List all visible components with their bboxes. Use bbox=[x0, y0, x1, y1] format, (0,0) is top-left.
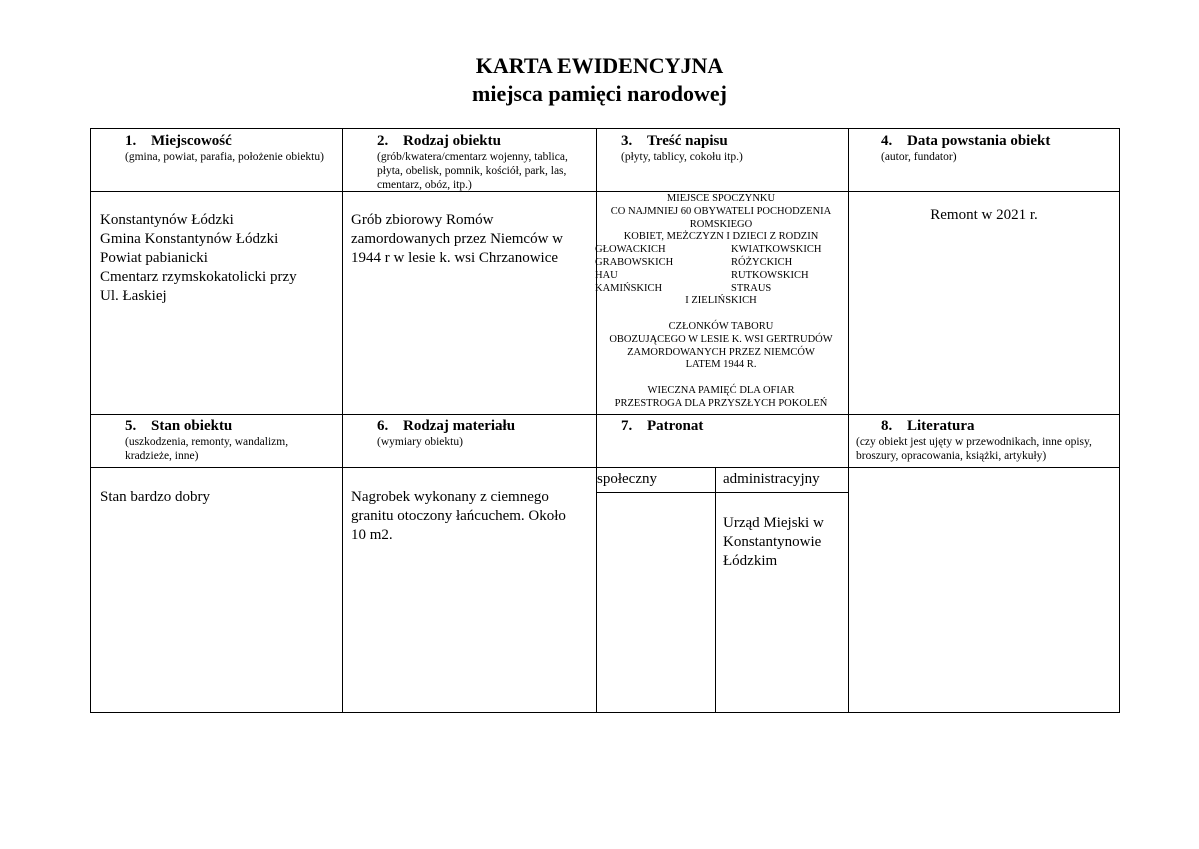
location-line: Powiat pabianicki bbox=[100, 250, 208, 266]
column-divider bbox=[342, 129, 343, 712]
row-divider bbox=[91, 414, 1119, 415]
section-5-header bbox=[125, 417, 335, 463]
row-divider bbox=[91, 467, 1119, 468]
section-3-hint: (płyty, tablicy, cokołu itp.) bbox=[621, 151, 743, 163]
inscription-line: KOBIET, MEŻCZYZN I DZIECI Z RODZIN bbox=[623, 231, 819, 243]
section-6-title: 6. Rodzaj materiału bbox=[377, 418, 516, 434]
family-row: GRABOWSKICH RÓŻYCKICH bbox=[595, 256, 793, 268]
inscription-line: CZŁONKÓW TABORU bbox=[668, 320, 774, 332]
inscription-line: WIECZNA PAMIĘĆ DLA OFIAR bbox=[647, 384, 795, 396]
family-row: HAU RUTKOWSKICH bbox=[595, 269, 809, 281]
location-line: Ul. Łaskiej bbox=[100, 288, 167, 304]
section-7-title: 7. Patronat bbox=[621, 418, 704, 434]
row-divider bbox=[91, 191, 1119, 192]
inscription-line: OBOZUJĄCEGO W LESIE K. WSI GERTRUDÓW bbox=[609, 333, 833, 345]
record-card-table bbox=[90, 128, 1120, 713]
family-row: KAMIŃSKICH STRAUS bbox=[595, 282, 772, 294]
page-subtitle: miejsca pamięci narodowej bbox=[472, 81, 727, 106]
page-title: KARTA EWIDENCYJNA bbox=[475, 53, 724, 78]
patronat-social-label: społeczny bbox=[597, 471, 657, 487]
section-2-content: Grób zbiorowy Romów zamordowanych przez Niemców w 1944 r w lesie k. wsi Chrzanowice bbox=[351, 212, 563, 266]
patronat-divider bbox=[715, 467, 716, 712]
section-2-header bbox=[377, 132, 591, 192]
section-4-header bbox=[881, 132, 1116, 164]
section-2-title: 2. Rodzaj obiektu bbox=[377, 133, 501, 149]
section-6-content: Nagrobek wykonany z ciemnego granitu otoczony łańcuchem. Około 10 m2. bbox=[351, 489, 566, 543]
section-6-hint: (wymiary obiektu) bbox=[377, 436, 463, 448]
section-5-hint: (uszkodzenia, remonty, wandalizm, kradzieże, inne) bbox=[125, 436, 289, 462]
family-row: GŁOWACKICH KWIATKOWSKICH bbox=[595, 244, 822, 256]
section-2-hint: (grób/kwatera/cmentarz wojenny, tablica, płyta, obelisk, pomnik, kościół, park, las, cmentarz, obóz, itp.) bbox=[377, 151, 568, 191]
patronat-admin-value: Urząd Miejski w Konstantynowie Łódzkim bbox=[723, 515, 824, 569]
section-5-title: 5. Stan obiektu bbox=[125, 418, 233, 434]
inscription-text bbox=[595, 193, 847, 411]
section-1-header bbox=[125, 132, 335, 164]
inscription-line: LATEM 1944 R. bbox=[685, 359, 757, 371]
section-3-title: 3. Treść napisu bbox=[621, 133, 728, 149]
section-1-content bbox=[100, 211, 338, 306]
location-line: Konstantynów Łódzki bbox=[100, 212, 234, 228]
inscription-line: I ZIELIŃSKICH bbox=[685, 295, 757, 307]
location-line: Gmina Konstantynów Łódzki bbox=[100, 231, 279, 247]
section-8-hint: (czy obiekt jest ujęty w przewodnikach, inne opisy, broszury, opracowania, książki, artykuły) bbox=[856, 436, 1092, 462]
section-4-hint: (autor, fundator) bbox=[881, 151, 957, 163]
inscription-line: ZAMORDOWANYCH PRZEZ NIEMCÓW bbox=[627, 346, 815, 358]
section-5-content: Stan bardzo dobry bbox=[100, 489, 210, 505]
section-8-title: 8. Literatura bbox=[881, 418, 975, 434]
patronat-admin-label: administracyjny bbox=[723, 471, 820, 487]
inscription-line: PRZESTROGA DLA PRZYSZŁYCH POKOLEŃ bbox=[614, 397, 828, 409]
inscription-line: MIEJSCE SPOCZYNKU bbox=[666, 193, 776, 204]
section-4-title: 4. Data powstania obiekt bbox=[881, 133, 1051, 149]
section-6-header bbox=[377, 417, 591, 449]
inscription-line: ROMSKIEGO bbox=[689, 218, 753, 230]
patronat-subheader-divider bbox=[596, 492, 848, 493]
location-line: Cmentarz rzymskokatolicki przy bbox=[100, 269, 297, 285]
section-4-content: Remont w 2021 r. bbox=[930, 207, 1038, 223]
section-1-title: 1. Miejscowość bbox=[125, 133, 232, 149]
inscription-line: CO NAJMNIEJ 60 OBYWATELI POCHODZENIA bbox=[610, 205, 832, 217]
section-8-header bbox=[856, 417, 1118, 463]
section-3-header bbox=[621, 132, 841, 164]
section-1-hint: (gmina, powiat, parafia, położenie obiektu) bbox=[125, 151, 324, 163]
section-7-header bbox=[621, 417, 841, 435]
